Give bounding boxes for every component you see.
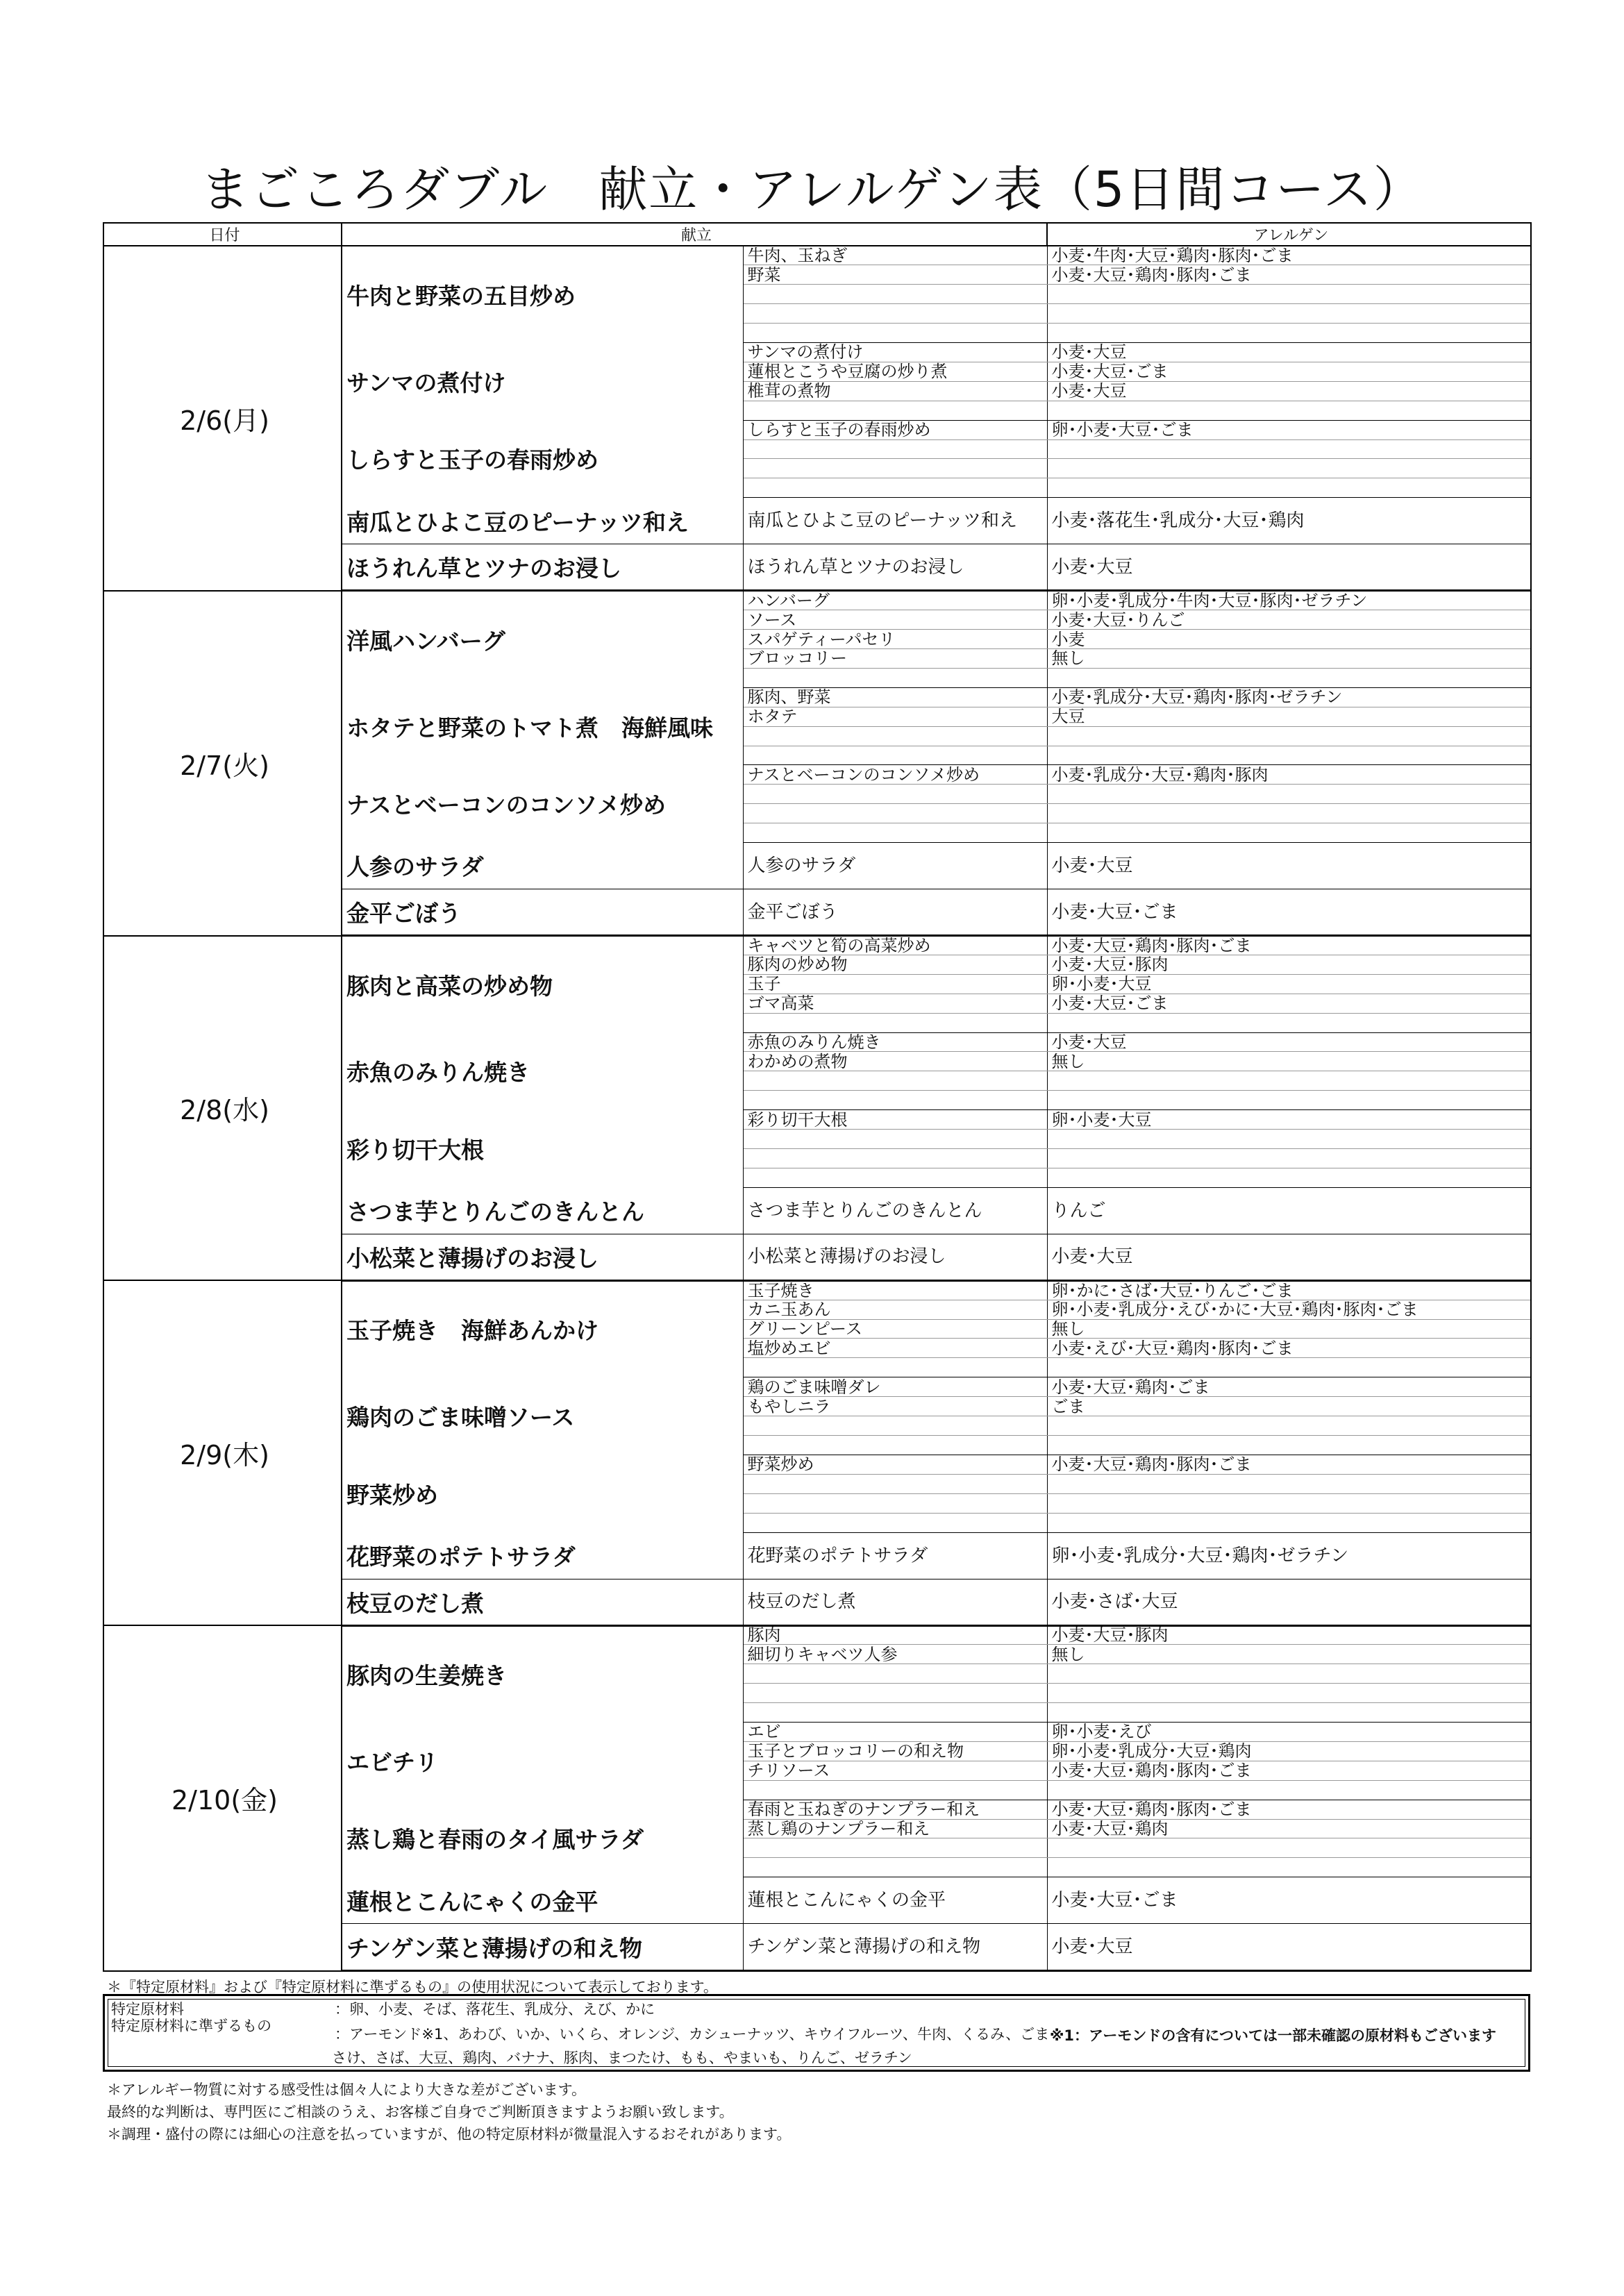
dish-name: エビチリ	[342, 1723, 743, 1800]
allergen-list	[1047, 823, 1531, 843]
dish-name: さつま芋とりんごのきんとん	[342, 1187, 743, 1234]
allergen-list: 小麦･大豆･りんご	[1047, 610, 1531, 630]
allergen-list: 小麦･大豆･ごま	[1047, 994, 1531, 1013]
component-item	[743, 823, 1047, 843]
dish-name: しらすと玉子の春雨炒め	[342, 420, 743, 498]
allergen-list	[1047, 1858, 1531, 1877]
component-item: 塩炒めエビ	[743, 1339, 1047, 1358]
component-item: 牛肉、玉ねぎ	[743, 246, 1047, 265]
component-item: チリソース	[743, 1761, 1047, 1780]
component-item	[743, 1684, 1047, 1703]
dish-name: 豚肉と高菜の炒め物	[342, 936, 743, 1033]
allergen-list: 小麦･大豆	[1047, 1032, 1531, 1052]
dish-name: 彩り切干大根	[342, 1110, 743, 1188]
allergen-list: 小麦･大豆･豚肉	[1047, 1625, 1531, 1645]
allergen-list: 小麦･大豆	[1047, 843, 1531, 889]
component-item: 蓮根とこうや豆腐の炒り煮	[743, 362, 1047, 381]
allergen-list	[1047, 1013, 1531, 1032]
allergen-list: 無し	[1047, 648, 1531, 668]
allergen-list	[1047, 459, 1531, 478]
component-item	[743, 668, 1047, 687]
allergen-list: 卵･小麦･乳成分･大豆･鶏肉	[1047, 1741, 1531, 1761]
component-item	[743, 1091, 1047, 1110]
allergen-list: 卵･小麦･乳成分･牛肉･大豆･豚肉･ゼラチン	[1047, 591, 1531, 610]
component-item	[743, 1513, 1047, 1532]
allergen-list: 小麦･大豆･鶏肉･豚肉･ごま	[1047, 1800, 1531, 1819]
allergen-list	[1047, 285, 1531, 304]
component-item	[743, 1474, 1047, 1493]
component-item: 春雨と玉ねぎのナンプラー和え	[743, 1800, 1047, 1819]
component-item	[743, 1780, 1047, 1800]
component-item	[743, 1071, 1047, 1091]
component-item: 金平ごぼう	[743, 889, 1047, 936]
component-item	[743, 785, 1047, 804]
component-item: 小松菜と薄揚げのお浸し	[743, 1234, 1047, 1280]
component-item	[743, 1148, 1047, 1168]
allergen-list: 小麦･大豆･ごま	[1047, 1877, 1531, 1924]
dish-name: 蓮根とこんにゃくの金平	[342, 1877, 743, 1924]
dish-name: 牛肉と野菜の五目炒め	[342, 246, 743, 343]
component-item: 野菜炒め	[743, 1455, 1047, 1474]
allergen-list	[1047, 1091, 1531, 1110]
component-item	[743, 285, 1047, 304]
legend-text-equivalent-1: ：アーモンド※1、あわび、いか、いくら、オレンジ、カシューナッツ、キウイフルーツ、牛肉、くるみ、ごま	[335, 2026, 1050, 2043]
allergen-list: りんご	[1047, 1187, 1531, 1234]
allergen-list: 小麦･大豆	[1047, 343, 1531, 362]
legend-text-specified: ：卵、小麦、そば、落花生、乳成分、えび、かに	[335, 2001, 655, 2018]
legend-label-equivalent: 特定原材料に準ずるもの	[111, 2018, 271, 2034]
table-row	[103, 591, 1531, 610]
component-item	[743, 1130, 1047, 1149]
dish-name: 玉子焼き 海鮮あんかけ	[342, 1280, 743, 1377]
allergen-list: 小麦･大豆･鶏肉	[1047, 1819, 1531, 1838]
dish-name: 小松菜と薄揚げのお浸し	[342, 1234, 743, 1280]
component-item: 細切りキャベツ人参	[743, 1645, 1047, 1664]
allergen-list	[1047, 1493, 1531, 1513]
component-item: ゴマ高菜	[743, 994, 1047, 1013]
footer-note-3: ＊調理・盛付の際には細心の注意を払っていますが、他の特定原材料が微量混入するおそれがあります。	[107, 2126, 792, 2143]
date-cell: 2/8(水)	[103, 936, 342, 1281]
component-item: 花野菜のポテトサラダ	[743, 1532, 1047, 1579]
allergen-list	[1047, 324, 1531, 343]
component-item	[743, 1436, 1047, 1455]
legend-label-specified: 特定原材料	[111, 2001, 184, 2018]
component-item	[743, 1168, 1047, 1187]
dish-name: 豚肉の生姜焼き	[342, 1625, 743, 1723]
dish-name: 蒸し鶏と春雨のタイ風サラダ	[342, 1800, 743, 1877]
component-item: 蓮根とこんにゃくの金平	[743, 1877, 1047, 1924]
component-item: 豚肉、野菜	[743, 687, 1047, 707]
component-item	[743, 1013, 1047, 1032]
component-item: チンゲン菜と薄揚げの和え物	[743, 1924, 1047, 1971]
allergen-list: 無し	[1047, 1645, 1531, 1664]
allergen-list: 無し	[1047, 1052, 1531, 1071]
component-item: 玉子とブロッコリーの和え物	[743, 1741, 1047, 1761]
component-item: 彩り切干大根	[743, 1110, 1047, 1130]
component-item: 玉子	[743, 974, 1047, 994]
component-item: ナスとベーコンのコンソメ炒め	[743, 765, 1047, 785]
component-item	[743, 1358, 1047, 1377]
allergen-list: 小麦･牛肉･大豆･鶏肉･豚肉･ごま	[1047, 246, 1531, 265]
allergen-list	[1047, 726, 1531, 746]
allergen-list: 小麦･大豆	[1047, 1924, 1531, 1971]
header-menu: 献立	[342, 223, 1047, 246]
allergen-list	[1047, 785, 1531, 804]
component-item	[743, 1416, 1047, 1436]
table-header-row	[103, 223, 1531, 246]
legend-text-equivalent-2: さけ、さば、大豆、鶏肉、バナナ、豚肉、まつたけ、もも、やまいも、りんご、ゼラチン	[332, 2050, 912, 2066]
component-item	[743, 804, 1047, 823]
allergen-list: 卵･小麦･乳成分･大豆･鶏肉･ゼラチン	[1047, 1532, 1531, 1579]
dish-name: 南瓜とひよこ豆のピーナッツ和え	[342, 498, 743, 544]
dish-name: チンゲン菜と薄揚げの和え物	[342, 1924, 743, 1971]
allergen-list: 小麦･大豆	[1047, 381, 1531, 401]
allergen-list	[1047, 746, 1531, 765]
allergen-list	[1047, 804, 1531, 823]
allergen-list: 小麦･大豆･ごま	[1047, 362, 1531, 381]
allergen-list	[1047, 1130, 1531, 1149]
component-item: ハンバーグ	[743, 591, 1047, 610]
allergen-list: 小麦･大豆･鶏肉･豚肉･ごま	[1047, 936, 1531, 955]
dish-name: 枝豆のだし煮	[342, 1579, 743, 1625]
allergen-list	[1047, 1416, 1531, 1436]
component-item	[743, 1703, 1047, 1723]
allergen-list	[1047, 1513, 1531, 1532]
component-item	[743, 324, 1047, 343]
component-item: 豚肉の炒め物	[743, 955, 1047, 974]
allergen-list	[1047, 668, 1531, 687]
allergen-list	[1047, 439, 1531, 459]
component-item: エビ	[743, 1723, 1047, 1742]
allergen-list: 小麦･大豆･鶏肉･ごま	[1047, 1377, 1531, 1397]
component-item: 枝豆のだし煮	[743, 1579, 1047, 1625]
allergen-list	[1047, 1436, 1531, 1455]
component-item: グリーンピース	[743, 1319, 1047, 1339]
allergen-list	[1047, 401, 1531, 420]
allergen-list	[1047, 304, 1531, 324]
dish-name: 金平ごぼう	[342, 889, 743, 936]
dish-name: 野菜炒め	[342, 1455, 743, 1532]
allergen-list: 小麦･大豆	[1047, 1234, 1531, 1280]
header-allergen: アレルゲン	[1047, 223, 1531, 246]
dish-name: サンマの煮付け	[342, 343, 743, 421]
table-row	[103, 1625, 1531, 1645]
dish-name: 人参のサラダ	[342, 843, 743, 889]
component-item: 椎茸の煮物	[743, 381, 1047, 401]
allergen-list: 卵･かに･さば･大豆･りんご･ごま	[1047, 1280, 1531, 1300]
component-item	[743, 304, 1047, 324]
allergen-list	[1047, 478, 1531, 498]
allergen-list: 小麦･大豆･鶏肉･豚肉･ごま	[1047, 1455, 1531, 1474]
allergen-list: 小麦･落花生･乳成分･大豆･鶏肉	[1047, 498, 1531, 544]
component-item: 赤魚のみりん焼き	[743, 1032, 1047, 1052]
component-item	[743, 1838, 1047, 1858]
component-item: 鶏のごま味噌ダレ	[743, 1377, 1047, 1397]
allergen-list: 小麦･大豆･豚肉	[1047, 955, 1531, 974]
almond-note: ※1：アーモンドの含有については一部未確認の原材料もございます	[1050, 2027, 1496, 2044]
allergen-list	[1047, 1664, 1531, 1684]
allergen-list	[1047, 1703, 1531, 1723]
allergen-list: 小麦･大豆･鶏肉･豚肉･ごま	[1047, 265, 1531, 285]
usage-note: ＊『特定原材料』および『特定原材料に準ずるもの』の使用状況について表示しております。	[107, 1979, 718, 1995]
component-item: 玉子焼き	[743, 1280, 1047, 1300]
allergen-list: 大豆	[1047, 707, 1531, 726]
allergen-list: 卵･小麦･大豆	[1047, 974, 1531, 994]
component-item: カニ玉あん	[743, 1300, 1047, 1319]
allergen-list: 小麦･えび･大豆･鶏肉･豚肉･ごま	[1047, 1339, 1531, 1358]
allergen-list: ごま	[1047, 1397, 1531, 1416]
page-title: まごころダブル 献立・アレルゲン表（5日間コース）	[201, 161, 1423, 218]
allergen-list	[1047, 1168, 1531, 1187]
allergen-list: 小麦･乳成分･大豆･鶏肉･豚肉	[1047, 765, 1531, 785]
dish-name: ホタテと野菜のトマト煮 海鮮風味	[342, 687, 743, 765]
allergen-list: 小麦･大豆･鶏肉･豚肉･ごま	[1047, 1761, 1531, 1780]
allergen-list	[1047, 1071, 1531, 1091]
allergen-list: 卵･小麦･大豆･ごま	[1047, 420, 1531, 439]
table-row	[103, 1280, 1531, 1300]
component-item: サンマの煮付け	[743, 343, 1047, 362]
component-item: 野菜	[743, 265, 1047, 285]
component-item: わかめの煮物	[743, 1052, 1047, 1071]
component-item	[743, 459, 1047, 478]
allergen-list	[1047, 1474, 1531, 1493]
component-item: 南瓜とひよこ豆のピーナッツ和え	[743, 498, 1047, 544]
allergen-list: 無し	[1047, 1319, 1531, 1339]
component-item: 豚肉	[743, 1625, 1047, 1645]
allergen-list: 卵･小麦･えび	[1047, 1723, 1531, 1742]
component-item: しらすと玉子の春雨炒め	[743, 420, 1047, 439]
component-item	[743, 1493, 1047, 1513]
allergen-list: 小麦･大豆	[1047, 544, 1531, 591]
allergen-list: 小麦	[1047, 630, 1531, 649]
component-item	[743, 726, 1047, 746]
footer-note-1: ＊アレルギー物質に対する感受性は個々人により大きな差がございます。	[107, 2081, 586, 2098]
dish-name: ほうれん草とツナのお浸し	[342, 544, 743, 591]
dish-name: 赤魚のみりん焼き	[342, 1032, 743, 1110]
dish-name: 鶏肉のごま味噌ソース	[342, 1377, 743, 1455]
allergen-list	[1047, 1684, 1531, 1703]
component-item: キャベツと筍の高菜炒め	[743, 936, 1047, 955]
allergen-list: 小麦･大豆･ごま	[1047, 889, 1531, 936]
date-cell: 2/10(金)	[103, 1625, 342, 1971]
component-item: ソース	[743, 610, 1047, 630]
component-item	[743, 1858, 1047, 1877]
component-item: ホタテ	[743, 707, 1047, 726]
header-date: 日付	[103, 223, 342, 246]
allergen-list	[1047, 1148, 1531, 1168]
allergen-list: 小麦･さば･大豆	[1047, 1579, 1531, 1625]
dish-name: ナスとベーコンのコンソメ炒め	[342, 765, 743, 843]
allergen-list	[1047, 1838, 1531, 1858]
allergen-list: 卵･小麦･大豆	[1047, 1110, 1531, 1130]
component-item: もやしニラ	[743, 1397, 1047, 1416]
component-item	[743, 401, 1047, 420]
component-item: スパゲティーパセリ	[743, 630, 1047, 649]
date-cell: 2/6(月)	[103, 246, 342, 591]
allergen-legend	[103, 1994, 1530, 2072]
component-item	[743, 746, 1047, 765]
dish-name: 洋風ハンバーグ	[342, 591, 743, 688]
date-cell: 2/7(火)	[103, 591, 342, 936]
table-row	[103, 936, 1531, 955]
component-item: 人参のサラダ	[743, 843, 1047, 889]
component-item: ブロッコリー	[743, 648, 1047, 668]
table-row	[103, 246, 1531, 265]
component-item	[743, 1664, 1047, 1684]
dish-name: 花野菜のポテトサラダ	[342, 1532, 743, 1579]
menu-allergen-table	[103, 222, 1532, 1972]
component-item: 蒸し鶏のナンプラー和え	[743, 1819, 1047, 1838]
component-item	[743, 439, 1047, 459]
date-cell: 2/9(木)	[103, 1280, 342, 1625]
allergen-list	[1047, 1780, 1531, 1800]
footer-note-2: 最終的な判断は、専門医にご相談のうえ、お客様ご自身でご判断頂きますようお願い致します。	[107, 2104, 734, 2120]
allergen-list: 小麦･乳成分･大豆･鶏肉･豚肉･ゼラチン	[1047, 687, 1531, 707]
allergen-list: 卵･小麦･乳成分･えび･かに･大豆･鶏肉･豚肉･ごま	[1047, 1300, 1531, 1319]
component-item: さつま芋とりんごのきんとん	[743, 1187, 1047, 1234]
allergen-list	[1047, 1358, 1531, 1377]
component-item	[743, 478, 1047, 498]
component-item: ほうれん草とツナのお浸し	[743, 544, 1047, 591]
